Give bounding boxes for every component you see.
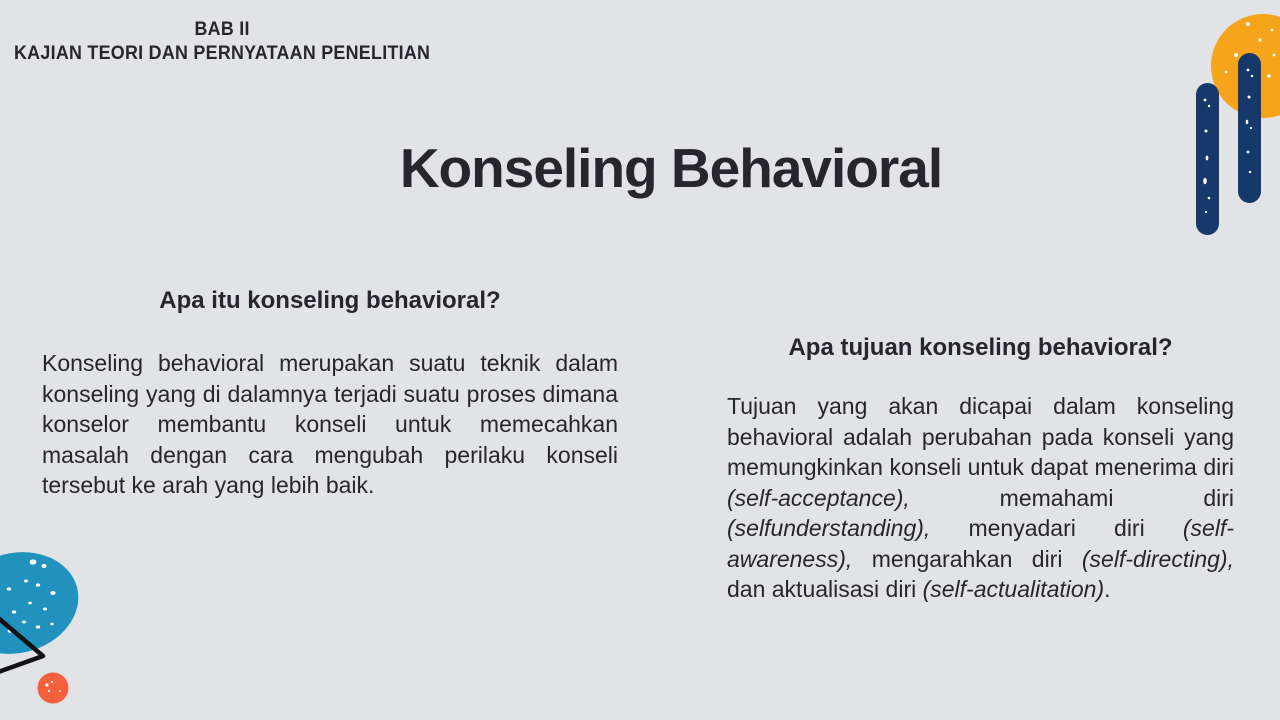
right-column-body	[727, 391, 1234, 605]
italic-term: (self-acceptance),	[727, 484, 910, 511]
body-text-segment: .	[1104, 576, 1111, 602]
chapter-header	[14, 18, 430, 66]
body-text-segment: dan aktualisasi diri	[727, 576, 923, 602]
top-right-decoration-group	[1148, 0, 1280, 245]
right-column-heading: Apa tujuan konseling behavioral?	[788, 334, 1173, 361]
italic-term: (selfunderstanding),	[727, 515, 931, 541]
right-column	[727, 334, 1234, 605]
navy-brush-stroke-right-icon	[1238, 53, 1261, 203]
body-text-segment: Tujuan yang akan dicapai dalam konseling behavioral adalah perubahan pada konseli yang memungkinkan konseli untuk dapat menerima diri	[727, 393, 1234, 480]
page-title: Konseling Behavioral	[399, 137, 943, 199]
teal-paint-blob-icon	[0, 545, 89, 667]
left-column	[42, 287, 618, 501]
italic-term: (self-awareness),	[727, 515, 1234, 572]
red-dot-icon	[38, 673, 69, 704]
left-column-heading: Apa itu konseling behavioral?	[159, 287, 501, 314]
chapter-title: KAJIAN TEORI DAN PERNYATAAN PENELITIAN	[14, 43, 431, 64]
body-text-segment: memahami diri	[909, 484, 1234, 511]
italic-term: (self-directing),	[1081, 545, 1234, 572]
bottom-left-decoration-group	[0, 545, 150, 720]
body-text-segment: menyadari diri	[930, 515, 1183, 541]
italic-term: (self-actualitation)	[922, 576, 1105, 602]
chapter-number: BAB II	[194, 19, 250, 40]
left-column-body: Konseling behavioral merupakan suatu teknik dalam konseling yang di dalamnya terjadi suatu proses dimana konselor membantu konseli untuk memecahkan masalah dengan cara mengubah perilaku konseli tersebut ke arah yang lebih baik.	[42, 350, 618, 498]
body-text-segment: mengarahkan diri	[852, 545, 1082, 572]
